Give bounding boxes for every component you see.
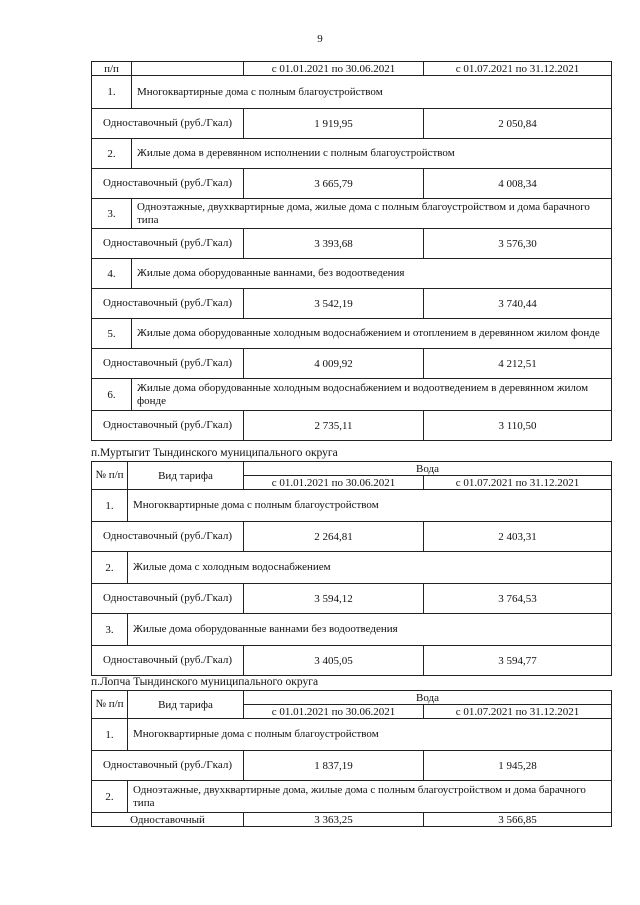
header-tariff-type: Вид тарифа bbox=[128, 691, 244, 719]
rate-label: Одноставочный bbox=[92, 813, 244, 827]
value-period-2: 4 008,34 bbox=[424, 169, 612, 199]
header-empty bbox=[132, 62, 244, 76]
rate-row bbox=[92, 584, 612, 614]
group-title-row bbox=[92, 199, 612, 229]
rate-row bbox=[92, 646, 612, 676]
value-period-1: 3 542,19 bbox=[244, 289, 424, 319]
value-period-1: 3 363,25 bbox=[244, 813, 424, 827]
header-period-1: с 01.01.2021 по 30.06.2021 bbox=[244, 476, 424, 490]
rate-label: Одноставочный (руб./Гкал) bbox=[92, 584, 244, 614]
rate-row bbox=[92, 109, 612, 139]
group-title-row bbox=[92, 259, 612, 289]
group-title: Жилые дома с холодным водоснабжением bbox=[128, 552, 612, 584]
rate-label: Одноставочный (руб./Гкал) bbox=[92, 229, 244, 259]
group-title: Жилые дома оборудованные ваннами, без водоотведения bbox=[132, 259, 612, 289]
rate-row bbox=[92, 751, 612, 781]
value-period-2: 2 403,31 bbox=[424, 522, 612, 552]
value-period-2: 3 594,77 bbox=[424, 646, 612, 676]
group-title-row bbox=[92, 379, 612, 411]
header-water: Вода bbox=[244, 462, 612, 476]
group-num: 5. bbox=[92, 319, 132, 349]
group-title-row bbox=[92, 781, 612, 813]
value-period-2: 4 212,51 bbox=[424, 349, 612, 379]
group-title-row bbox=[92, 76, 612, 109]
group-title-row bbox=[92, 319, 612, 349]
rate-label: Одноставочный (руб./Гкал) bbox=[92, 411, 244, 441]
value-period-1: 3 393,68 bbox=[244, 229, 424, 259]
header-water: Вода bbox=[244, 691, 612, 705]
group-title: Многоквартирные дома с полным благоустройством bbox=[128, 490, 612, 522]
header-period-1: с 01.01.2021 по 30.06.2021 bbox=[244, 62, 424, 76]
group-num: 6. bbox=[92, 379, 132, 411]
rate-label: Одноставочный (руб./Гкал) bbox=[92, 169, 244, 199]
header-period-2: с 01.07.2021 по 31.12.2021 bbox=[424, 705, 612, 719]
group-title: Многоквартирные дома с полным благоустройством bbox=[132, 76, 612, 109]
group-num: 2. bbox=[92, 139, 132, 169]
table-header-row bbox=[92, 691, 612, 705]
value-period-1: 1 919,95 bbox=[244, 109, 424, 139]
group-title-row bbox=[92, 139, 612, 169]
rate-label: Одноставочный (руб./Гкал) bbox=[92, 109, 244, 139]
header-period-1: с 01.01.2021 по 30.06.2021 bbox=[244, 705, 424, 719]
rate-row bbox=[92, 169, 612, 199]
group-num: 3. bbox=[92, 199, 132, 229]
rate-row bbox=[92, 411, 612, 441]
rate-row bbox=[92, 522, 612, 552]
group-title: Жилые дома оборудованные холодным водоснабжением и отоплением в деревянном жилом фонде bbox=[132, 319, 612, 349]
value-period-1: 4 009,92 bbox=[244, 349, 424, 379]
tariff-table-3 bbox=[91, 690, 612, 827]
group-title: Жилые дома оборудованные холодным водоснабжением и водоотведением в деревянном жилом фонде bbox=[132, 379, 612, 411]
section-title: п.Лопча Тындинского муниципального округа bbox=[91, 676, 319, 688]
rate-label: Одноставочный (руб./Гкал) bbox=[92, 646, 244, 676]
group-title: Многоквартирные дома с полным благоустройством bbox=[128, 719, 612, 751]
rate-label: Одноставочный (руб./Гкал) bbox=[92, 751, 244, 781]
header-num: п/п bbox=[92, 62, 132, 76]
header-num: № п/п bbox=[92, 462, 128, 490]
group-num: 2. bbox=[92, 781, 128, 813]
rate-label: Одноставочный (руб./Гкал) bbox=[92, 289, 244, 319]
value-period-2: 3 566,85 bbox=[424, 813, 612, 827]
group-title: Одноэтажные, двухквартирные дома, жилые дома с полным благоустройством и дома барачного типа bbox=[132, 199, 612, 229]
value-period-1: 2 735,11 bbox=[244, 411, 424, 441]
header-period-2: с 01.07.2021 по 31.12.2021 bbox=[424, 62, 612, 76]
rate-label: Одноставочный (руб./Гкал) bbox=[92, 349, 244, 379]
header-tariff-type: Вид тарифа bbox=[128, 462, 244, 490]
value-period-1: 2 264,81 bbox=[244, 522, 424, 552]
group-num: 3. bbox=[92, 614, 128, 646]
group-num: 4. bbox=[92, 259, 132, 289]
header-period-2: с 01.07.2021 по 31.12.2021 bbox=[424, 476, 612, 490]
table-header-row bbox=[92, 62, 612, 76]
table-header-row bbox=[92, 462, 612, 476]
value-period-1: 3 405,05 bbox=[244, 646, 424, 676]
value-period-1: 3 665,79 bbox=[244, 169, 424, 199]
value-period-2: 1 945,28 bbox=[424, 751, 612, 781]
group-num: 2. bbox=[92, 552, 128, 584]
value-period-2: 2 050,84 bbox=[424, 109, 612, 139]
group-title-row bbox=[92, 614, 612, 646]
tariff-table-2 bbox=[91, 461, 612, 676]
group-title-row bbox=[92, 552, 612, 584]
value-period-2: 3 764,53 bbox=[424, 584, 612, 614]
value-period-2: 3 740,44 bbox=[424, 289, 612, 319]
value-period-2: 3 576,30 bbox=[424, 229, 612, 259]
rate-row bbox=[92, 349, 612, 379]
rate-row bbox=[92, 289, 612, 319]
value-period-1: 3 594,12 bbox=[244, 584, 424, 614]
section-title: п.Муртыгит Тындинского муниципального округа bbox=[91, 447, 338, 459]
page-number: 9 bbox=[317, 33, 323, 45]
group-num: 1. bbox=[92, 490, 128, 522]
group-num: 1. bbox=[92, 76, 132, 109]
tariff-table-1 bbox=[91, 61, 612, 441]
rate-row bbox=[92, 813, 612, 827]
group-title: Жилые дома оборудованные ваннами без водоотведения bbox=[128, 614, 612, 646]
value-period-2: 3 110,50 bbox=[424, 411, 612, 441]
value-period-1: 1 837,19 bbox=[244, 751, 424, 781]
group-title: Одноэтажные, двухквартирные дома, жилые дома с полным благоустройством и дома барачного типа bbox=[128, 781, 612, 813]
group-title-row bbox=[92, 490, 612, 522]
rate-label: Одноставочный (руб./Гкал) bbox=[92, 522, 244, 552]
group-num: 1. bbox=[92, 719, 128, 751]
header-num: № п/п bbox=[92, 691, 128, 719]
group-title: Жилые дома в деревянном исполнении с полным благоустройством bbox=[132, 139, 612, 169]
group-title-row bbox=[92, 719, 612, 751]
rate-row bbox=[92, 229, 612, 259]
